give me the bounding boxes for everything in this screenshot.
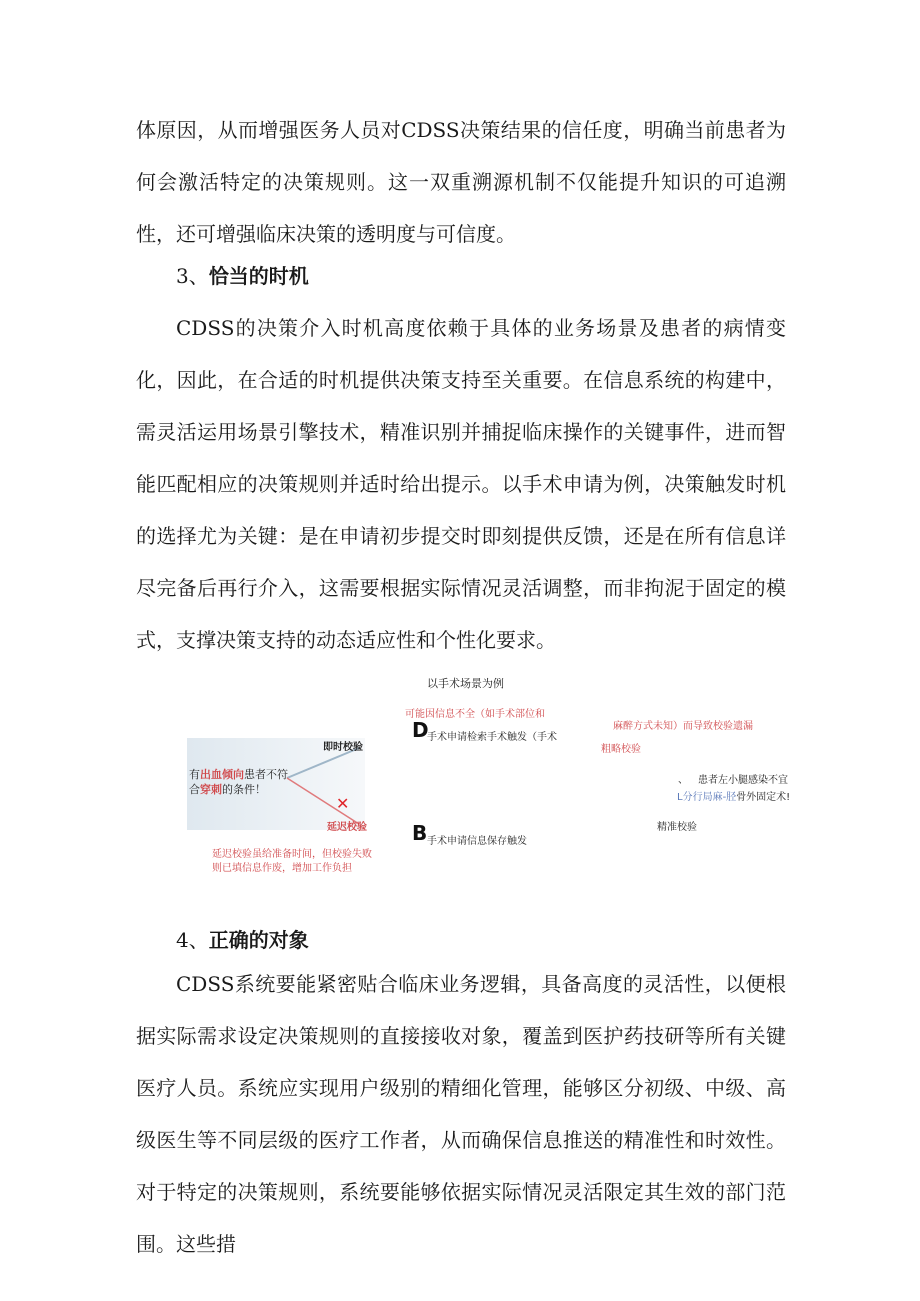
rough-check-label: 粗略校验 bbox=[601, 744, 641, 755]
heading-target bbox=[176, 924, 309, 953]
surgery-line-b: 骨外固定术! bbox=[736, 792, 791, 803]
warning-text: 有 bbox=[189, 768, 200, 781]
info-incomplete-note: 可能因信息不全（如手术部位和 bbox=[405, 709, 545, 720]
delayed-check-label: 延迟校验 bbox=[327, 822, 367, 833]
warning-line-2 bbox=[189, 781, 266, 797]
warning-highlight: 出血倾向 bbox=[200, 768, 244, 781]
immediate-check-label: 即时校验 bbox=[323, 742, 363, 753]
paragraph-1: 体原因，从而增强医务人员对CDSS决策结果的信任度，明确当前患者为何会激活特定的决策规则。这一双重溯源机制不仅能提升知识的可追溯性，还可增强临床决策的透明度与可信度。 bbox=[136, 118, 786, 246]
trigger-b-text: 手术申请信息保存触发 bbox=[427, 836, 527, 847]
figure-title: 以手术场景为例 bbox=[427, 677, 504, 690]
surgery-line-a: L分行局麻-胫 bbox=[677, 792, 737, 803]
heading-number: 3、 bbox=[176, 264, 209, 288]
paragraph-3: CDSS系统要能紧密贴合临床业务逻辑，具备高度的灵活性，以便根据实际需求设定决策规则的直接接收对象，覆盖到医护药技研等所有关键医疗人员。系统应实现用户级别的精细化管理，能够区分初级、中级、高级医生等不同层级的医疗工作者，从而确保信息推送的精准性和时效性。对于特定的决策规则，系统要能够依据实际情况灵活限定其生效的部门范围。这些措 bbox=[136, 972, 786, 1256]
surgery-scenario-figure bbox=[180, 660, 800, 890]
heading-number: 4、 bbox=[176, 928, 209, 952]
heading-text: 正确的对象 bbox=[208, 928, 309, 952]
heading-text: 恰当的时机 bbox=[208, 264, 309, 288]
surgery-line bbox=[677, 788, 790, 803]
cross-icon: ✕ bbox=[336, 794, 350, 813]
warning-text: 合 bbox=[189, 783, 200, 796]
separator-mark: 、 bbox=[678, 775, 688, 786]
precise-check-label: 精准校验 bbox=[657, 822, 697, 833]
paragraph-2: CDSS的决策介入时机高度依赖于具体的业务场景及患者的病情变化，因此，在合适的时机提供决策支持至关重要。在信息系统的构建中，需灵活运用场景引擎技术，精准识别并捕捉临床操作的关键事件，进而智能匹配相应的决策规则并适时给出提示。以手术申请为例，决策触发时机的选择尤为关键：是在申请初步提交时即刻提供反馈，还是在所有信息详尽完备后再行介入，这需要根据实际情况灵活调整，而非拘泥于固定的模式，支撑决策支持的动态适应性和个性化要求。 bbox=[136, 316, 786, 652]
delay-note-2: 则已填信息作废，增加工作负担 bbox=[212, 863, 352, 874]
trigger-b-letter: B bbox=[412, 821, 428, 845]
trigger-d-letter: D bbox=[412, 718, 429, 742]
validation-diagram bbox=[187, 738, 367, 833]
missed-check-note: 麻醉方式未知）而导致校验遗漏 bbox=[613, 721, 753, 732]
heading-timing bbox=[176, 260, 309, 289]
delay-note-1: 延迟校验虽给准备时间，但校验失败 bbox=[212, 849, 372, 860]
warning-line-1 bbox=[189, 766, 288, 782]
warning-text: 的条件！ bbox=[222, 783, 266, 796]
patient-warning: 患者左小腿感染不宜 bbox=[698, 775, 788, 786]
trigger-d-text: 手术申请检索手术触发（手术 bbox=[427, 732, 557, 743]
warning-highlight: 穿刺 bbox=[200, 783, 222, 796]
warning-text: 患者不符 bbox=[244, 768, 288, 781]
